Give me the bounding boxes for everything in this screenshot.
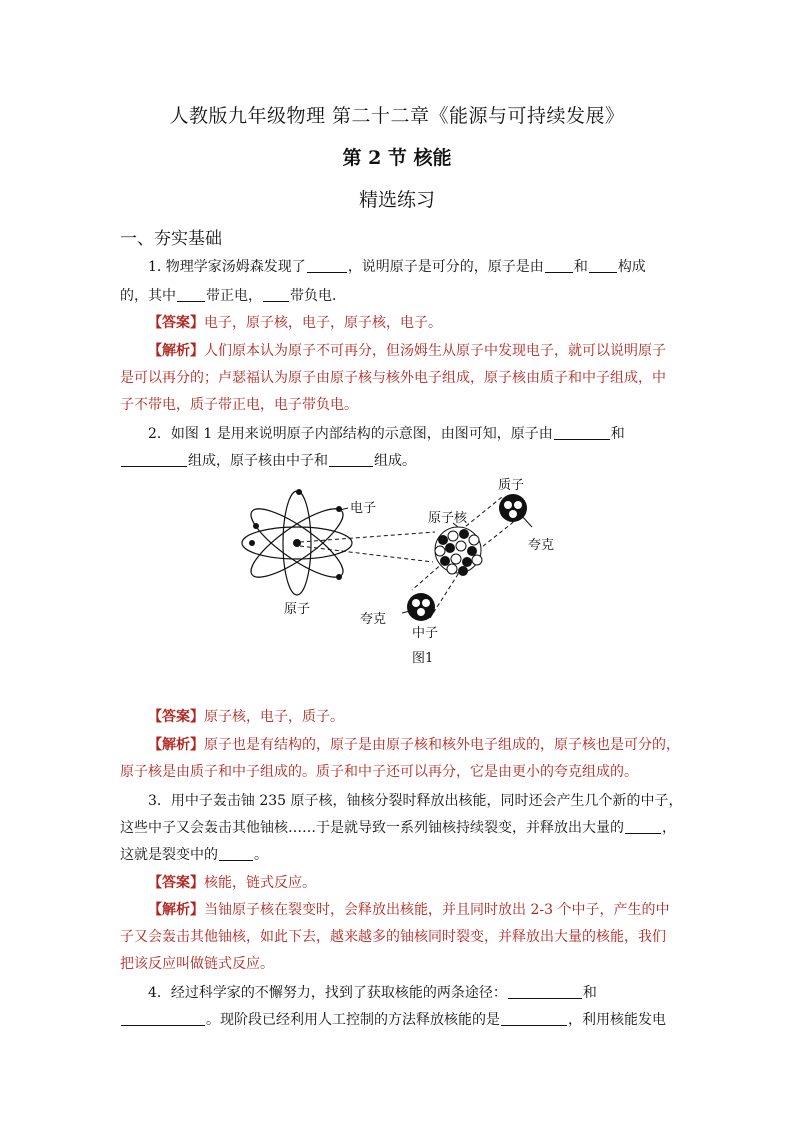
q1-answer: 【答案】电子，原子核，电子，原子核，电子。 [148, 315, 442, 331]
label-atom: 原子 [284, 602, 311, 617]
label-neutron: 中子 [412, 626, 439, 641]
label-quark-left: 夸克 [360, 612, 387, 627]
blank[interactable] [545, 258, 573, 273]
q3-line1: 3．用中子轰击铀 235 原子核，铀核分裂时释放出核能，同时还会产生几个新的中子， [148, 793, 683, 809]
section-title: 第 2 节 核能 [342, 147, 452, 169]
q3-line3: 这就是裂变中的 。 [120, 847, 268, 863]
label-quark-right: 夸克 [528, 538, 555, 553]
blank[interactable] [263, 287, 289, 302]
part-heading: 一、夯实基础 [120, 229, 222, 249]
nucleus-cluster [435, 527, 482, 576]
blank[interactable] [508, 984, 582, 999]
figure-caption: 图1 [412, 651, 434, 666]
doc-subtitle: 精选练习 [358, 189, 435, 211]
q3-answer: 【答案】核能，链式反应。 [148, 875, 316, 891]
blank[interactable] [554, 425, 610, 440]
doc-title: 人教版九年级物理 第二十二章《能源与可持续发展》 [169, 105, 625, 127]
label-proton: 质子 [498, 478, 525, 493]
q2-analysis-2: 原子核是由质子和中子组成的。质子和中子还可以再分，它是由更小的夸克组成的。 [120, 764, 638, 780]
q1-line1: 1. 物理学家汤姆森发现了 ，说明原子是可分的，原子是由 和 构成 [148, 259, 646, 275]
electron-dot [249, 540, 255, 546]
blank[interactable] [329, 452, 373, 467]
q2-answer: 【答案】原子核，电子，质子。 [148, 709, 344, 725]
q2-analysis-1: 【解析】原子也是有结构的，原子是由原子核和核外电子组成的，原子核也是可分的， [148, 737, 680, 753]
q1-analysis-3: 子不带电，质子带正电，电子带负电。 [120, 397, 358, 413]
figure-atom-structure [240, 470, 560, 674]
neutron-drawing [407, 593, 435, 621]
q3-analysis-3: 把该反应叫做链式反应。 [120, 956, 274, 972]
label-electron: 电子 [350, 501, 377, 516]
blank[interactable] [121, 452, 187, 467]
blank[interactable] [589, 258, 617, 273]
label-nucleus: 原子核 [428, 511, 468, 526]
electron-dot [336, 506, 342, 512]
electron-dot [296, 489, 302, 495]
proton-drawing [499, 494, 527, 522]
blank[interactable] [625, 819, 661, 834]
q4-line2: 。现阶段已经利用人工控制的方法释放核能的是 ，利用核能发电 [120, 1011, 680, 1029]
blank[interactable] [219, 846, 253, 861]
q2-line2: 组成，原子核由中子和 组成。 [120, 452, 680, 470]
blank[interactable] [121, 1011, 205, 1026]
atom-nucleus-dot [293, 539, 301, 547]
q1-analysis-2: 是可以再分的；卢瑟福认为原子由原子核与核外电子组成，原子核由质子和中子组成，中 [120, 370, 666, 386]
q3-analysis-2: 子又会轰击其他铀核，如此下去，越来越多的铀核同时裂变，并释放出大量的核能，我们 [120, 929, 666, 945]
q4-line1: 4．经过科学家的不懈努力，找到了获取核能的两条途径： 和 [148, 985, 597, 1001]
blank[interactable] [501, 1011, 567, 1026]
blank[interactable] [307, 258, 347, 273]
blank[interactable] [177, 287, 205, 302]
electron-dot [253, 523, 259, 529]
q1-analysis-1: 【解析】人们原本认为原子不可再分，但汤姆生从原子中发现电子，就可以说明原子 [148, 343, 666, 359]
q1-line2: 的，其中 带正电， 带负电． [120, 288, 346, 304]
electron-dot [336, 574, 342, 580]
q3-line2: 这些中子又会轰击其他铀核……于是就导致一系列铀核持续裂变，并释放出大量的 ， [120, 820, 676, 836]
q2-line1: 2．如图 1 是用来说明原子内部结构的示意图，由图可知，原子由 和 [148, 426, 625, 442]
q3-analysis-1: 【解析】当铀原子核在裂变时，会释放出核能，并且同时放出 2-3 个中子，产生的中 [148, 902, 670, 918]
